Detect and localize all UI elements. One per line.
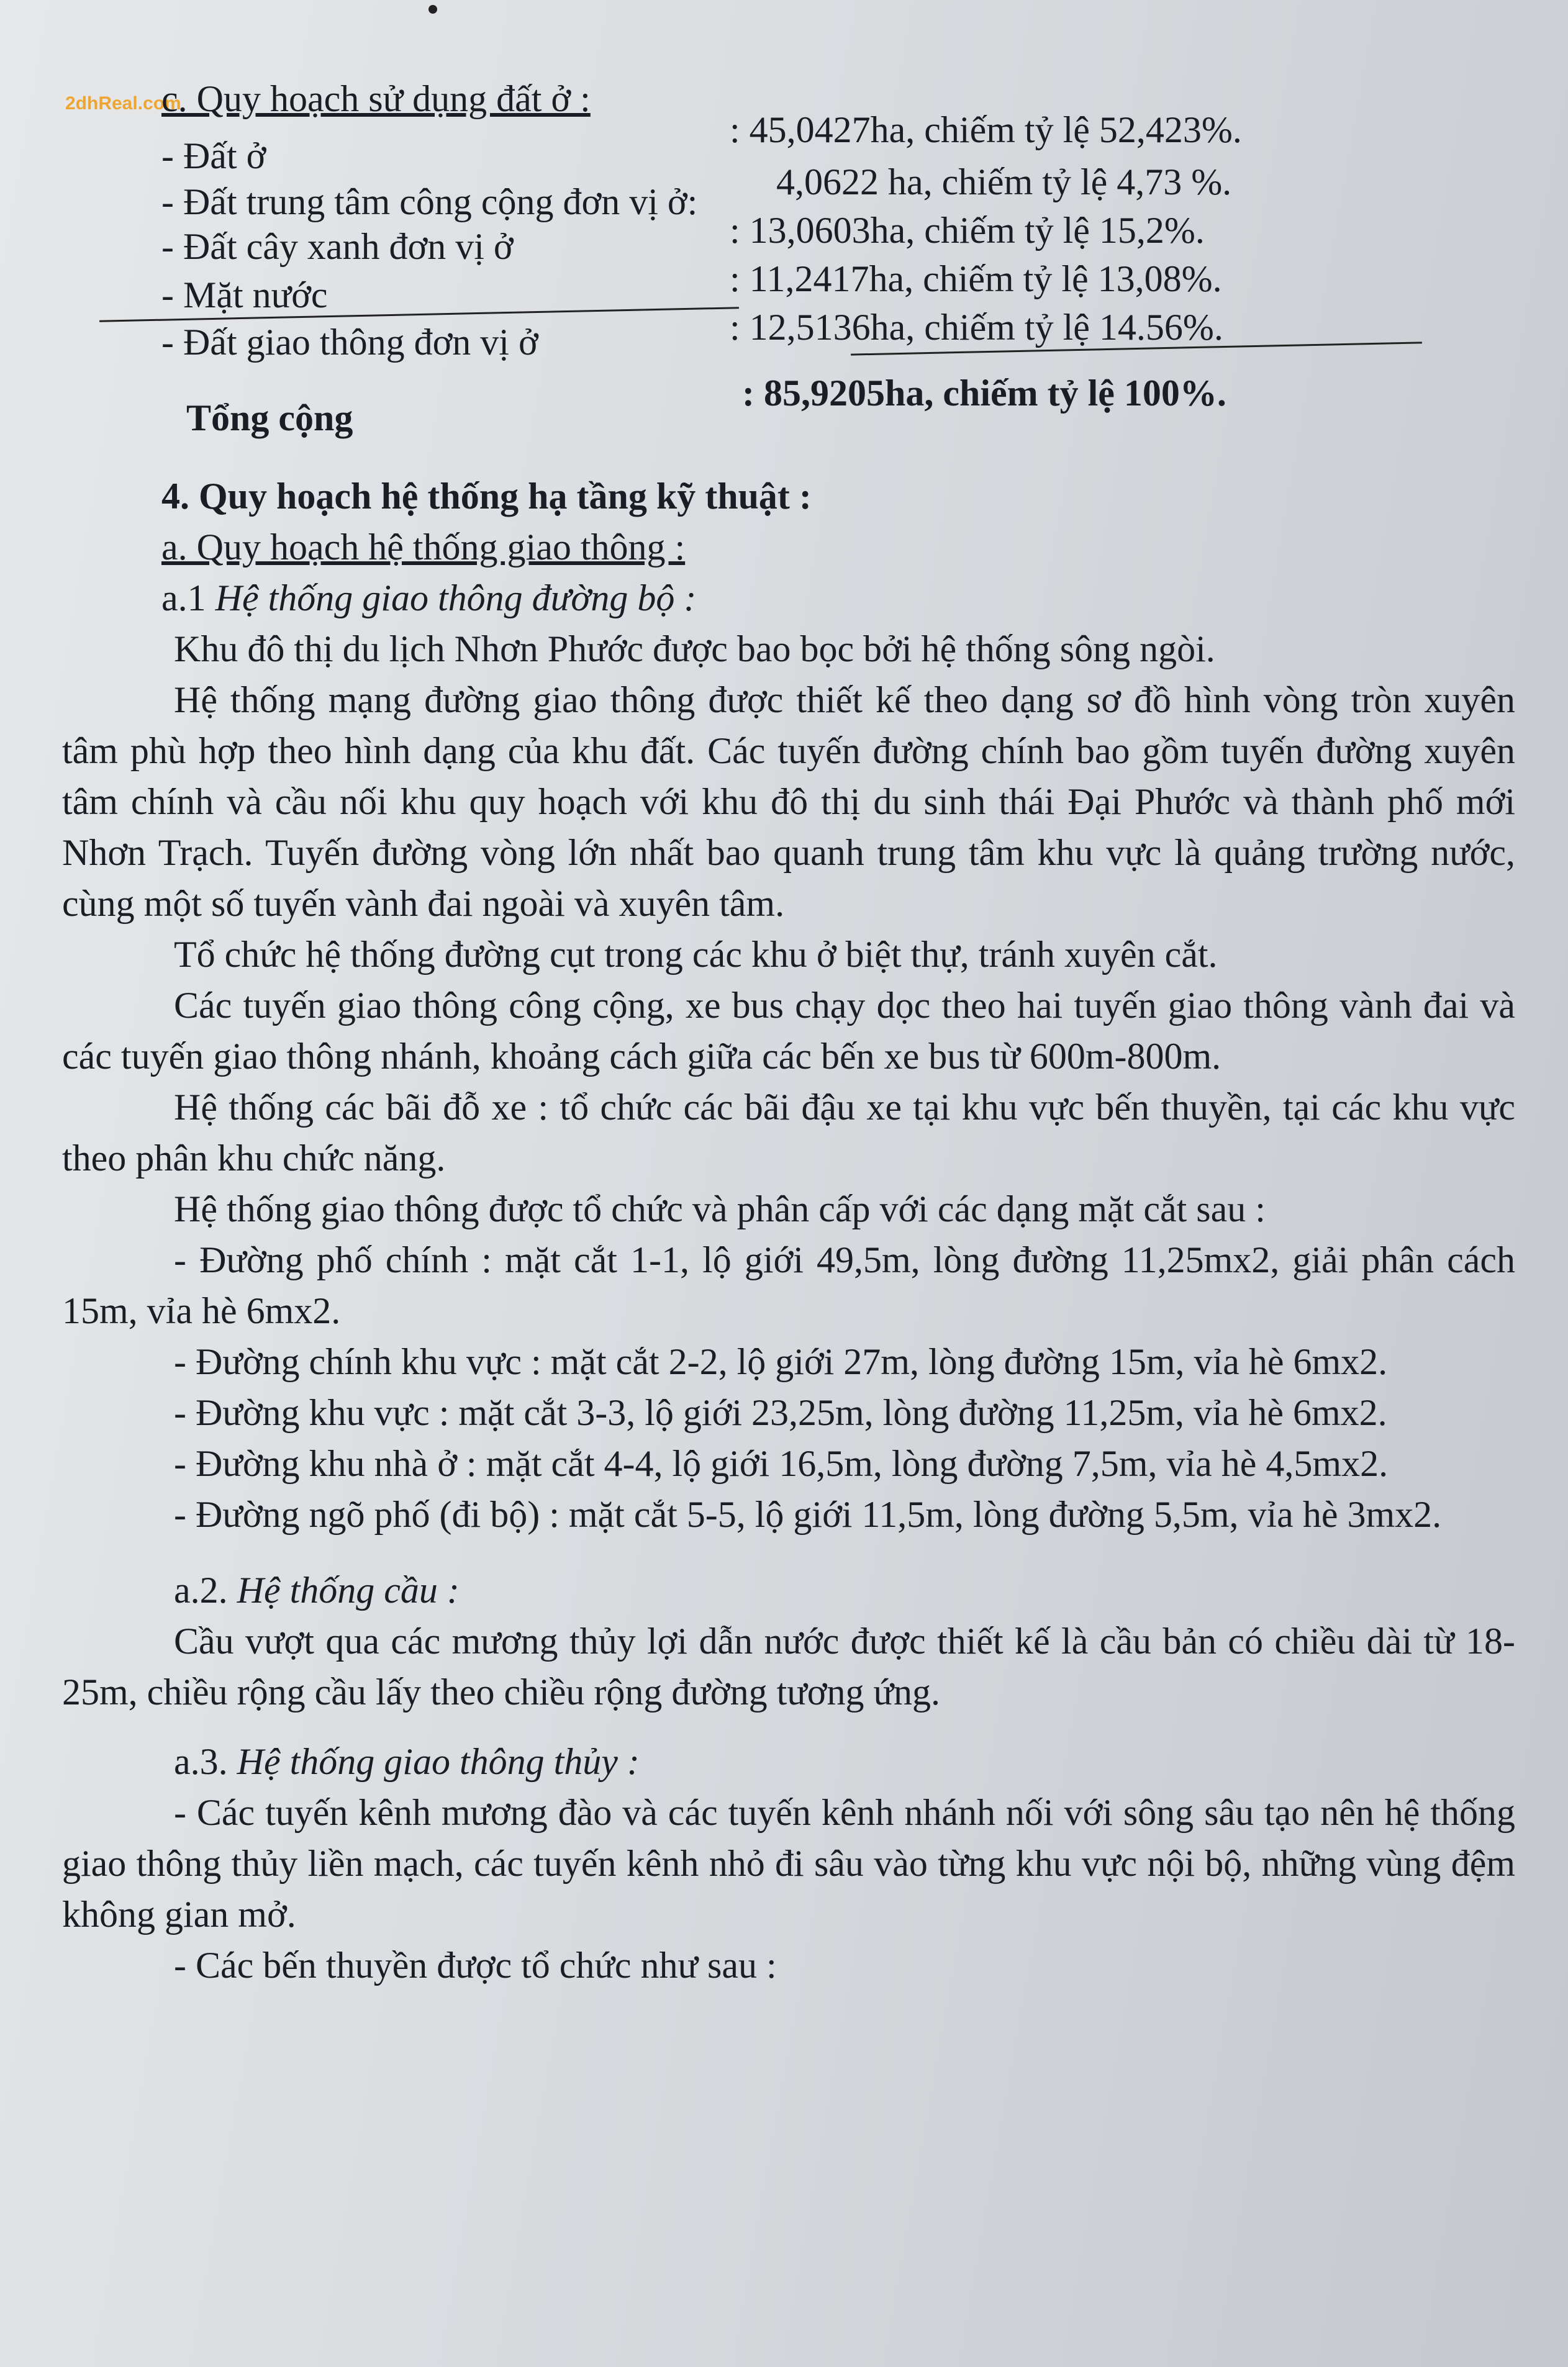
section-4-heading-row xyxy=(62,471,1515,522)
land-use-label: - Đất trung tâm công cộng đơn vị ở: xyxy=(161,181,698,222)
section-a3-number: a.3. xyxy=(174,1741,237,1782)
paragraph: Tổ chức hệ thống đường cụt trong các khu ở biệt thự, tránh xuyên cắt. xyxy=(174,934,1218,975)
land-use-row xyxy=(62,307,1515,368)
road-spec-item: - Đường ngõ phố (đi bộ) : mặt cắt 5-5, lộ giới 11,5m, lòng đường 5,5m, vỉa hè 3mx2. xyxy=(174,1494,1442,1535)
paragraph: - Các bến thuyền được tổ chức như sau : xyxy=(174,1945,777,1986)
section-a2-title: Hệ thống cầu : xyxy=(237,1570,460,1611)
land-use-total-row xyxy=(62,368,1515,436)
section-a2-heading xyxy=(62,1565,1515,1616)
road-spec-item: - Đường chính khu vực : mặt cắt 2-2, lộ giới 27m, lòng đường 15m, vỉa hè 6mx2. xyxy=(174,1341,1388,1382)
paragraph: - Các tuyến kênh mương đào và các tuyến kênh nhánh nối với sông sâu tạo nên hệ thống giao thông thủy liền mạch, các tuyến kênh nhỏ đi sâu vào từng khu vực nội bộ, những vùng đệm không gian mở. xyxy=(62,1792,1515,1935)
land-use-value: : 11,2417ha, chiếm tỷ lệ 13,08%. xyxy=(730,258,1222,299)
section-a2-number: a.2. xyxy=(174,1570,237,1611)
land-use-label: - Đất ở xyxy=(161,135,266,176)
land-use-total-value: : 85,9205ha, chiếm tỷ lệ 100%. xyxy=(742,373,1226,414)
land-use-heading: c. Quy hoạch sử dụng đất ở : xyxy=(161,78,591,119)
road-spec-item: - Đường phố chính : mặt cắt 1-1, lộ giới 49,5m, lòng đường 11,25mx2, giải phân cách 15m, vỉa hè 6mx2. xyxy=(62,1239,1515,1331)
paragraph: Hệ thống các bãi đỗ xe : tổ chức các bãi đậu xe tại khu vực bến thuyền, tại các khu vực theo phân khu chức năng. xyxy=(62,1087,1515,1179)
paragraph: Các tuyến giao thông công cộng, xe bus chạy dọc theo hai tuyến giao thông vành đai và các tuyến giao thông nhánh, khoảng cách giữa các bến xe bus từ 600m-800m. xyxy=(62,985,1515,1077)
land-use-total-label: Tổng cộng xyxy=(186,397,353,438)
land-use-label: - Mặt nước xyxy=(161,274,328,315)
section-a1-number: a.1 xyxy=(161,577,215,618)
road-spec-item: - Đường khu vực : mặt cắt 3-3, lộ giới 23,25m, lòng đường 11,25m, vỉa hè 6mx2. xyxy=(174,1392,1387,1433)
section-a3-heading xyxy=(62,1736,1515,1787)
land-use-value: : 13,0603ha, chiếm tỷ lệ 15,2%. xyxy=(730,210,1205,251)
land-use-label: - Đất giao thông đơn vị ở xyxy=(161,322,538,363)
land-use-label: - Đất cây xanh đơn vị ở xyxy=(161,226,514,267)
watermark: 2dhReal.com xyxy=(65,93,181,114)
land-use-value: : 45,0427ha, chiếm tỷ lệ 52,423%. xyxy=(730,109,1242,150)
section-a-heading: a. Quy hoạch hệ thống giao thông : xyxy=(161,527,686,568)
section-4-heading: 4. Quy hoạch hệ thống hạ tầng kỹ thuật : xyxy=(161,476,812,517)
paragraph: Hệ thống giao thông được tổ chức và phân cấp với các dạng mặt cắt sau : xyxy=(174,1188,1266,1229)
ink-dot xyxy=(428,5,437,14)
section-a1-heading-row xyxy=(62,573,1515,623)
paragraph: Hệ thống mạng đường giao thông được thiết kế theo dạng sơ đồ hình vòng tròn xuyên tâm phù hợp theo hình dạng của khu đất. Các tuyến đường chính bao gồm tuyến đường xuyên tâm chính và cầu nối khu quy hoạch với khu đô thị du sinh thái Đại Phước và thành phố mới Nhơn Trạch. Tuyến đường vòng lớn nhất bao quanh trung tâm khu vực là quảng trường nước, cùng một số tuyến vành đai ngoài và xuyên tâm. xyxy=(62,679,1515,924)
section-a3-title: Hệ thống giao thông thủy : xyxy=(237,1741,640,1782)
land-use-value: 4,0622 ha, chiếm tỷ lệ 4,73 %. xyxy=(776,161,1232,202)
section-a-heading-row xyxy=(62,522,1515,573)
paragraph: Khu đô thị du lịch Nhơn Phước được bao bọc bởi hệ thống sông ngòi. xyxy=(174,628,1215,669)
paragraph: Cầu vượt qua các mương thủy lợi dẫn nước được thiết kế là cầu bản có chiều dài từ 18-25m, chiều rộng cầu lấy theo chiều rộng đường tương ứng. xyxy=(62,1621,1515,1713)
section-a1-title: Hệ thống giao thông đường bộ : xyxy=(215,577,697,618)
document-body xyxy=(62,62,1515,1991)
road-spec-item: - Đường khu nhà ở : mặt cắt 4-4, lộ giới 16,5m, lòng đường 7,5m, vỉa hè 4,5mx2. xyxy=(174,1443,1389,1484)
land-use-value: : 12,5136ha, chiếm tỷ lệ 14.56%. xyxy=(730,307,1223,348)
